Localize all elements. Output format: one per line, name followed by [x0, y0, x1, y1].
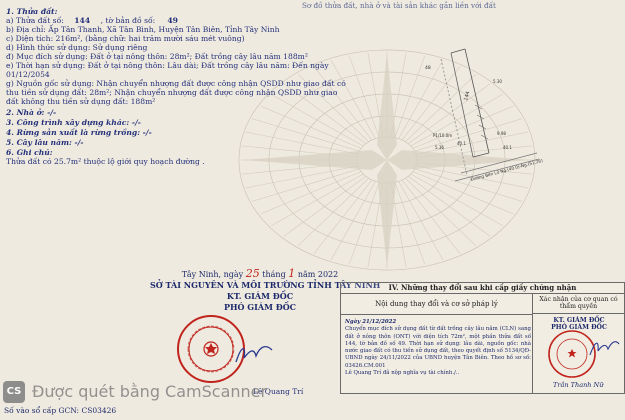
- usage-term-line: e) Thời hạn sử dụng: Đất ở tại nông thôn: Lâu dài; Đất trồng cây lâu năm: Đến ngày: [6, 61, 329, 70]
- road-label: Đường Bến Lữ Ng.(40.0)-Ng.(51.26): [469, 157, 544, 182]
- section-note: 6. Ghi chú:: [6, 148, 53, 157]
- handwritten-signature: [232, 340, 276, 368]
- issue-month-label: tháng: [262, 270, 286, 279]
- changes-entry-tail: Lê Quang Trí đã nộp nghĩa vụ tài chính./..: [345, 370, 460, 377]
- issue-month: 1: [288, 267, 296, 280]
- address-line: b) Địa chỉ: Ấp Tân Thanh, Xã Tân Bình, Huyện Tân Biên, Tỉnh Tây Ninh: [6, 25, 280, 34]
- parcel-label: a) Thửa đất số:: [6, 16, 64, 25]
- changes-entry: [345, 319, 531, 377]
- note-text: Thửa đất có 25.7m² thuộc lộ giới quy hoạch đường .: [6, 157, 205, 166]
- sheet-number: 49: [167, 16, 178, 25]
- parcel-survey-drawing: [405, 45, 545, 195]
- parcel-number: 144: [74, 16, 91, 25]
- page-header: Sơ đồ thửa đất, nhà ở và tài sản khác gắn liền với đất: [302, 1, 496, 10]
- origin-line-2: thu tiền sử dụng đất: 28m²; Nhận chuyển nhượng đất được công nhận QSDD như giao: [6, 88, 338, 97]
- section-forest: 4. Rừng sản xuất là rừng trồng: -/-: [6, 128, 152, 137]
- changes-entry-date: Ngày 21/12/2022: [345, 319, 397, 325]
- registry-number: Số vào sổ cấp GCN: CS03426: [4, 406, 117, 415]
- parcel-line: [6, 16, 188, 25]
- issue-place: Tây Ninh,: [181, 270, 222, 279]
- issue-date: [150, 268, 370, 280]
- origin-line-1: g) Nguồn gốc sử dụng: Nhận chuyển nhượng đất được công nhận QSDD như giao đất có: [6, 79, 346, 88]
- changes-col-content-header: Nội dung thay đổi và cơ sở pháp lý: [341, 294, 533, 315]
- changes-col-confirm-header: Xác nhận của cơ quan có thẩm quyền: [533, 294, 624, 314]
- usage-purpose-line: đ) Mục đích sử dụng: Đất ở tại nông thôn: 28m²; Đất trồng cây lâu năm 188m²: [6, 52, 308, 61]
- camscanner-logo-icon: CS: [3, 381, 25, 403]
- drawing-dim-7: 40.1: [503, 145, 512, 150]
- signature-block: [150, 267, 381, 313]
- sheet-label: , tờ bản đồ số:: [100, 16, 156, 25]
- section-house: 2. Nhà ở: -/-: [6, 108, 57, 117]
- issue-day: 25: [245, 267, 260, 280]
- confirm-title-2: PHÓ GIÁM ĐỐC: [551, 324, 607, 331]
- confirm-signer: Trần Thanh Nữ: [553, 381, 604, 389]
- drawing-dim-0: 48: [425, 66, 431, 71]
- drawing-dim-4: 40.1: [457, 141, 466, 146]
- issue-date-label: ngày: [223, 270, 244, 279]
- signer-title-1: KT. GIÁM ĐỐC: [226, 291, 294, 301]
- usage-term-date: 01/12/2054: [6, 70, 50, 79]
- area-line: c) Diện tích: 216m², (bằng chữ: hai trăm mười sáu mét vuông): [6, 34, 245, 43]
- changes-entry-content: Chuyển mục đích sử dụng đất từ đất trồng cây lâu năm (CLN) sang đất ở nông thôn (ONT) với diện tích 72m², một phần thửa đất số 144, tờ bản đồ số 49. Thời hạn sử dụng: lâu dài, nguồn gốc: nhà nước giao đất có thu tiền sử dụng đất, theo quyết định số 5134/QĐ-UBND ngày 24/11/2022 của UBND huyện Tân Biên. Theo hồ sơ số: 03426.CM.001: [345, 326, 531, 369]
- changes-table-title: IV. Những thay đổi sau khi cấp giấy chứng nhận: [341, 283, 624, 294]
- confirmation-signature: [587, 335, 621, 361]
- issuing-org: SỞ TÀI NGUYÊN VÀ MÔI TRƯỜNG TỈNH TÂY NINH: [150, 280, 381, 290]
- issue-year: năm 2022: [297, 270, 339, 279]
- drawing-dim-6: P1/10.0m: [433, 133, 453, 138]
- signer-name: Lê Quang Trí: [253, 387, 304, 396]
- section-perennial: 5. Cây lâu năm: -/-: [6, 138, 84, 147]
- origin-line-3: đất không thu tiền sử dụng đất: 188m²: [6, 97, 156, 106]
- drawing-dim-3: 5.36: [435, 145, 444, 150]
- drawing-dim-2: 5.30: [493, 79, 502, 84]
- drawing-dim-1: 144: [463, 90, 472, 102]
- usage-form-line: d) Hình thức sử dụng: Sử dụng riêng: [6, 43, 148, 52]
- confirm-title-1: KT. GIÁM ĐỐC: [553, 317, 605, 324]
- section-land-heading: 1. Thửa đất:: [6, 7, 58, 16]
- table-divider: [532, 314, 533, 393]
- signer-title-2: PHÓ GIÁM ĐỐC: [223, 302, 297, 312]
- changes-table: [340, 282, 625, 394]
- section-other-construction: 3. Công trình xây dựng khác: -/-: [6, 118, 141, 127]
- camscanner-watermark: Được quét bằng CamScanner: [32, 382, 268, 401]
- drawing-dim-5: 9.98: [497, 131, 506, 136]
